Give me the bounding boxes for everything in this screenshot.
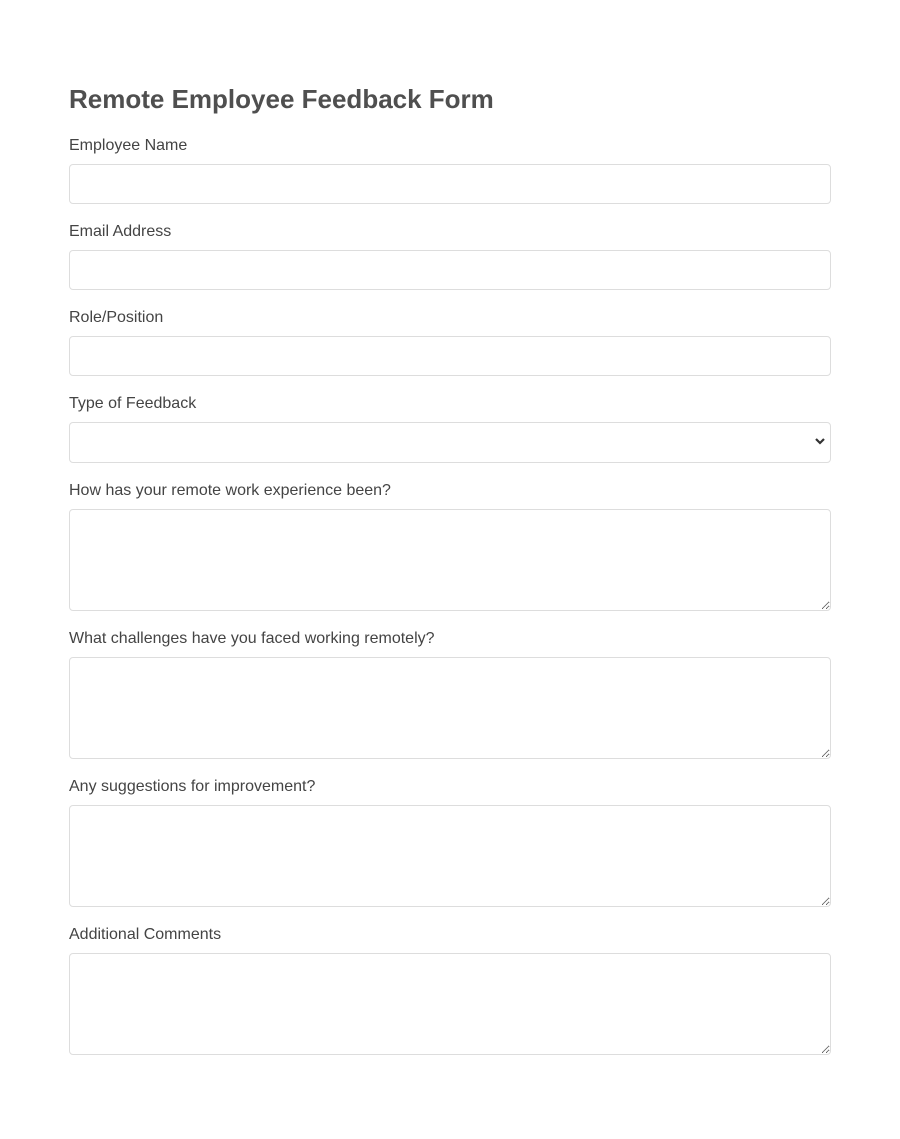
feedback-form	[69, 84, 831, 1073]
challenges-label: What challenges have you faced working remotely?	[69, 630, 435, 647]
feedback-type-label: Type of Feedback	[69, 395, 197, 412]
feedback-type-wrapper	[69, 422, 831, 463]
challenges-textarea[interactable]	[69, 657, 831, 759]
page-title: Remote Employee Feedback Form	[69, 84, 494, 114]
email-label: Email Address	[69, 223, 172, 240]
comments-textarea[interactable]	[69, 953, 831, 1055]
role-label: Role/Position	[69, 309, 164, 326]
comments-label: Additional Comments	[69, 926, 222, 943]
experience-textarea[interactable]	[69, 509, 831, 611]
employee-name-input[interactable]	[69, 164, 831, 204]
feedback-type-select[interactable]	[69, 422, 831, 463]
experience-label: How has your remote work experience been?	[69, 482, 391, 499]
email-input[interactable]	[69, 250, 831, 290]
suggestions-label: Any suggestions for improvement?	[69, 778, 316, 795]
role-input[interactable]	[69, 336, 831, 376]
suggestions-textarea[interactable]	[69, 805, 831, 907]
employee-name-label: Employee Name	[69, 137, 188, 154]
